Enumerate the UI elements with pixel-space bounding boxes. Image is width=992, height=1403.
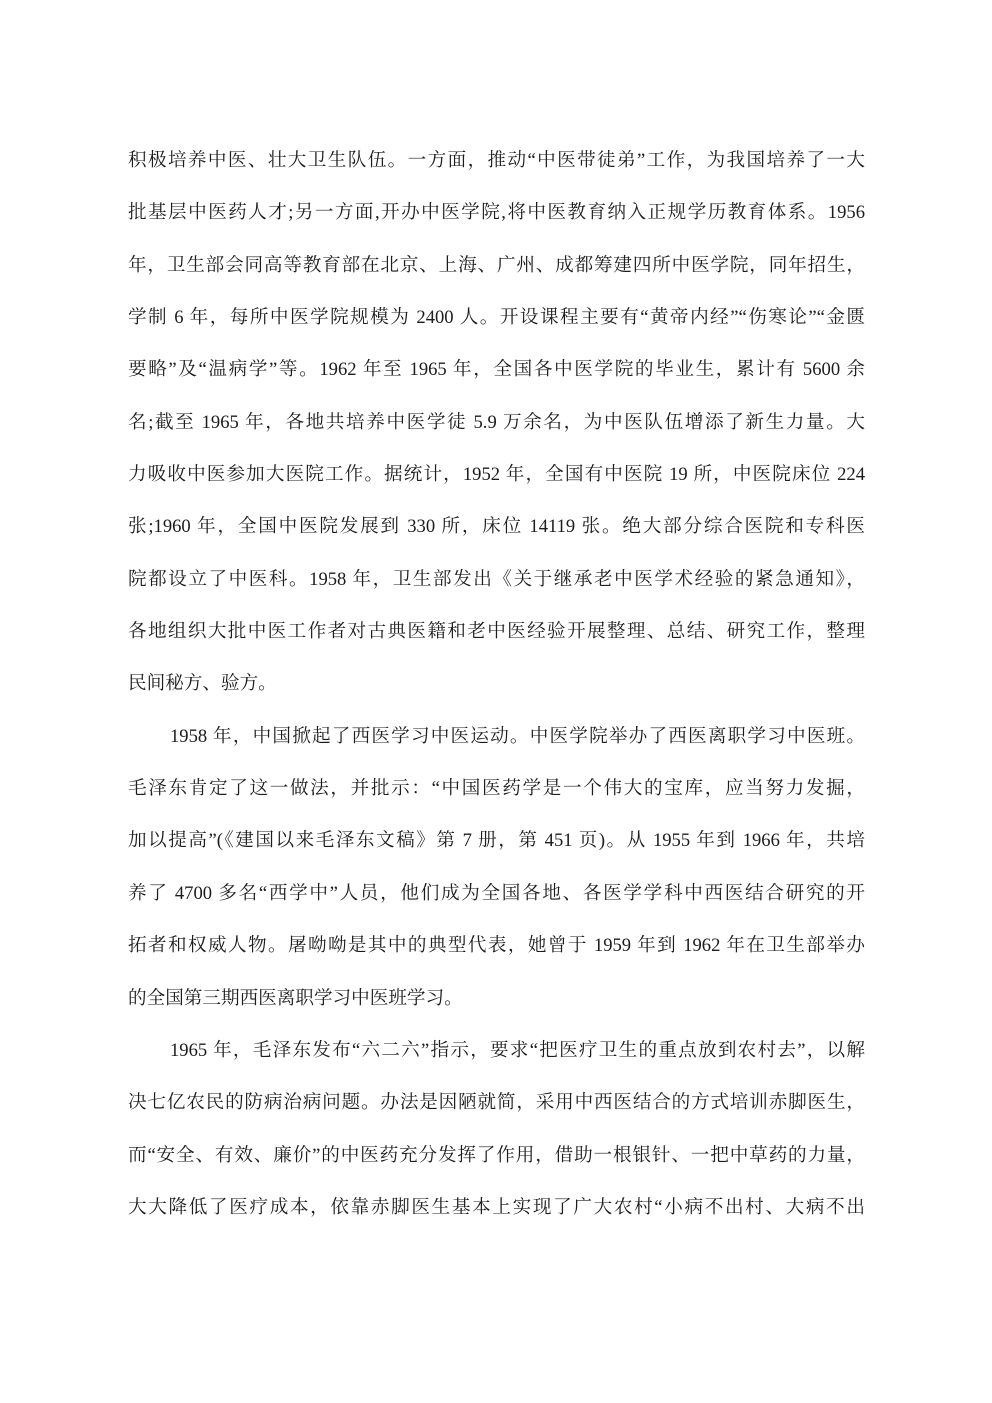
text-line: 而“安全、有效、廉价”的中医药充分发挥了作用，借助一根银针、一把中草药的力量， (128, 1144, 865, 1166)
document-body-text (128, 135, 865, 1234)
text-line: 毛泽东肯定了这一做法，并批示：“中国医药学是一个伟大的宝库，应当努力发掘， (128, 778, 865, 800)
text-line: 各地组织大批中医工作者对古典医籍和老中医经验开展整理、总结、研究工作，整理 (128, 621, 865, 643)
text-line: 批基层中医药人才;另一方面,开办中医学院,将中医教育纳入正规学历教育体系。1956 (128, 202, 865, 224)
paragraph-1 (128, 135, 865, 711)
text-line: 的全国第三期西医离职学习中医班学习。 (128, 987, 463, 1009)
text-line: 院都设立了中医科。1958 年，卫生部发出《关于继承老中医学术经验的紧急通知》， (128, 568, 865, 590)
text-line: 养了 4700 多名“西学中”人员，他们成为全国各地、各医学学科中西医结合研究的开 (128, 882, 865, 904)
paragraph-3 (128, 1025, 865, 1234)
text-line: 年，卫生部会同高等教育部在北京、上海、广州、成都筹建四所中医学院，同年招生， (128, 254, 865, 276)
paragraph-2 (128, 711, 865, 1025)
text-line: 力吸收中医参加大医院工作。据统计，1952 年，全国有中医院 19 所，中医院床位 224 (128, 464, 865, 486)
text-line: 张;1960 年，全国中医院发展到 330 所，床位 14119 张。绝大部分综合医院和专科医 (128, 516, 865, 538)
text-line: 决七亿农民的防病治病问题。办法是因陋就简，采用中西医结合的方式培训赤脚医生， (128, 1092, 865, 1114)
text-line: 学制 6 年，每所中医学院规模为 2400 人。开设课程主要有“黄帝内经”“伤寒论”“金匮 (128, 307, 865, 329)
text-line: 加以提高”(《建国以来毛泽东文稿》第 7 册，第 451 页)。从 1955 年到 1966 年，共培 (128, 830, 865, 852)
text-line: 拓者和权威人物。屠呦呦是其中的典型代表，她曾于 1959 年到 1962 年在卫生部举办 (128, 935, 865, 957)
text-line: 要略”及“温病学”等。1962 年至 1965 年，全国各中医学院的毕业生，累计有 5600 余 (128, 359, 865, 381)
text-line: 积极培养中医、壮大卫生队伍。一方面，推动“中医带徒弟”工作，为我国培养了一大 (128, 150, 865, 171)
text-line: 1958 年，中国掀起了西医学习中医运动。中医学院举办了西医离职学习中医班。 (170, 725, 865, 747)
text-line: 大大降低了医疗成本，依靠赤脚医生基本上实现了广大农村“小病不出村、大病不出 (128, 1196, 865, 1218)
text-line: 民间秘方、验方。 (128, 673, 277, 695)
text-line: 名;截至 1965 年，各地共培养中医学徒 5.9 万余名，为中医队伍增添了新生力量。大 (128, 411, 865, 433)
text-line: 1965 年，毛泽东发布“六二六”指示，要求“把医疗卫生的重点放到农村去”，以解 (170, 1039, 865, 1061)
